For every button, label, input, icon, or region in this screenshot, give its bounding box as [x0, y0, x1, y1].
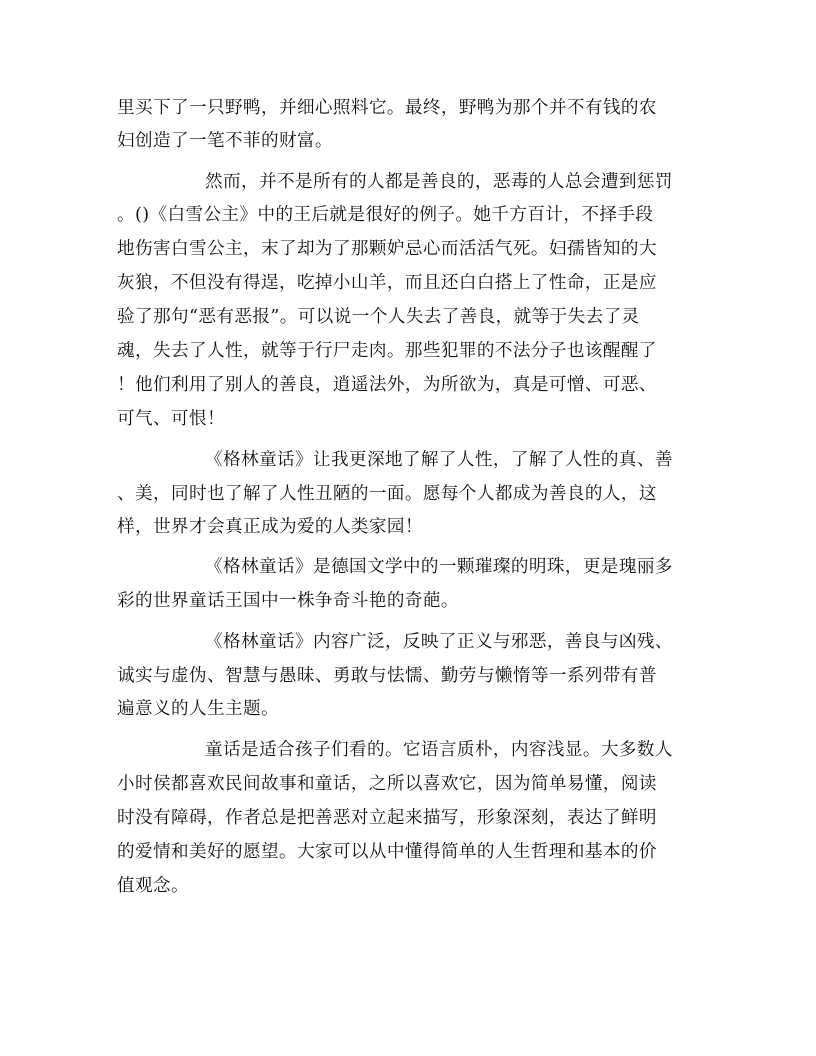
paragraph-first-line: 《格林童话》是德国文学中的一颗璀璨的明珠，更是瑰丽多 — [205, 557, 673, 577]
text-line: 地伤害白雪公主，末了却为了那颗妒忌心而活活气死。妇孺皆知的大 — [117, 239, 657, 259]
text-line: 彩的世界童话王国中一株争奇斗艳的奇葩。 — [117, 591, 459, 611]
text-line: 。()《白雪公主》中的王后就是很好的例子。她千方百计，不择手段 — [117, 205, 654, 225]
paragraph-first-line: 然而，并不是所有的人都是善良的，恶毒的人总会遭到惩罚 — [205, 172, 673, 192]
text-line: 诚实与虚伪、智慧与愚昧、勇敢与怯懦、勤劳与懒惰等一系列带有普 — [117, 666, 657, 686]
text-line: 小时侯都喜欢民间故事和童话，之所以喜欢它，因为简单易懂，阅读 — [117, 774, 657, 794]
paragraph-first-line: 《格林童话》内容广泛，反映了正义与邪恶，善良与凶残、 — [205, 632, 673, 652]
text-line: 样，世界才会真正成为爱的人类家园！ — [117, 517, 423, 537]
text-line: 时没有障碍，作者总是把善恶对立起来描写，形象深刻，表达了鲜明 — [117, 808, 657, 828]
text-line: 灰狼，不但没有得逞，吃掉小山羊，而且还白白搭上了性命，正是应 — [117, 273, 657, 293]
paragraph-first-line: 《格林童话》让我更深地了解了人性，了解了人性的真、善 — [205, 450, 673, 470]
text-line: ！他们利用了别人的善良，逍遥法外，为所欲为，真是可憎、可恶、 — [117, 375, 657, 395]
text-line: 可气、可恨！ — [117, 409, 225, 429]
text-line: 魂，失去了人性，就等于行尸走肉。那些犯罪的不法分子也该醒醒了 — [117, 341, 657, 361]
text-line: 的爱情和美好的愿望。大家可以从中懂得简单的人生哲理和基本的价 — [117, 842, 657, 862]
text-line: 值观念。 — [117, 876, 189, 896]
text-line: 、美，同时也了解了人性丑陋的一面。愿每个人都成为善良的人，这 — [117, 484, 657, 504]
paragraph-first-line: 童话是适合孩子们看的。它语言质朴，内容浅显。大多数人 — [205, 740, 673, 760]
text-line: 妇创造了一笔不菲的财富。 — [117, 131, 333, 151]
text-line: 里买下了一只野鸭，并细心照料它。最终，野鸭为那个并不有钱的农 — [117, 98, 657, 118]
text-line: 验了那句“恶有恶报”。可以说一个人失去了善良，就等于失去了灵 — [117, 307, 640, 327]
text-line: 遍意义的人生主题。 — [117, 699, 279, 719]
